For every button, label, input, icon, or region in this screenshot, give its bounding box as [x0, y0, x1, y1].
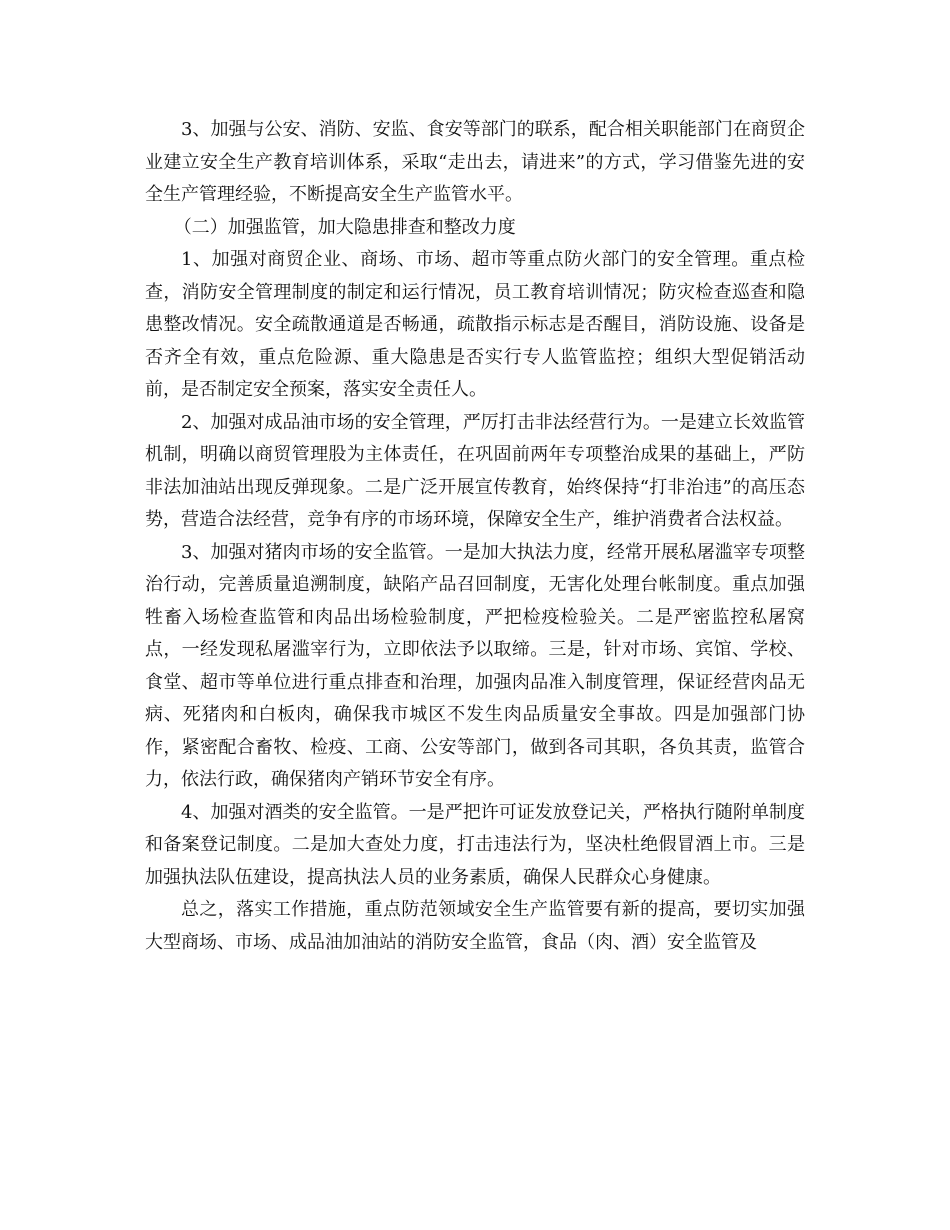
paragraph-cooperation: 3、加强与公安、消防、安监、食安等部门的联系，配合相关职能部门在商贸企业建立安全生产教育培训体系，采取“走出去，请进来”的方式，学习借鉴先进的安全生产管理经验，不断提高安全生产监管水平。	[145, 119, 805, 205]
paragraph-oil-market: 2、加强对成品油市场的安全管理，严厉打击非法经营行为。一是建立长效监管机制，明确以商贸管理股为主体责任，在巩固前两年专项整治成果的基础上，严防非法加油站出现反弹现象。二是广泛开展宣传教育，始终保持“打非治违”的高压态势，营造合法经营，竞争有序的市场环境，保障安全生产，维护消费者合法权益。	[145, 411, 805, 530]
paragraph-fire-safety: 1、加强对商贸企业、商场、市场、超市等重点防火部门的安全管理。重点检查，消防安全管理制度的制定和运行情况，员工教育培训情况；防灾检查巡查和隐患整改情况。安全疏散通道是否畅通，疏散指示标志是否醒目，消防设施、设备是否齐全有效，重点危险源、重大隐患是否实行专人监管监控；组织大型促销活动前，是否制定安全预案，落实安全责任人。	[145, 249, 805, 400]
paragraph-pork-market: 3、加强对猪肉市场的安全监管。一是加大执法力度，经常开展私屠滥宰专项整治行动，完善质量追溯制度，缺陷产品召回制度，无害化处理台帐制度。重点加强牲畜入场检查监管和肉品出场检验制度，严把检疫检验关。二是严密监控私屠窝点，一经发现私屠滥宰行为，立即依法予以取缔。三是，针对市场、宾馆、学校、食堂、超市等单位进行重点排查和治理，加强肉品准入制度管理，保证经营肉品无病、死猪肉和白板肉，确保我市城区不发生肉品质量安全事故。四是加强部门协作，紧密配合畜牧、检疫、工商、公安等部门，做到各司其职，各负其责，监管合力，依法行政，确保猪肉产销环节安全有序。	[145, 541, 805, 790]
document-body	[145, 114, 805, 959]
section-heading-supervision: （二）加强监管，加大隐患排查和整改力度	[173, 216, 516, 238]
paragraph-alcohol: 4、加强对酒类的安全监管。一是严把许可证发放登记关，严格执行随附单制度和备案登记制度。二是加大查处力度，打击违法行为，坚决杜绝假冒酒上市。三是加强执法队伍建设，提高执法人员的业务素质，确保人民群众心身健康。	[145, 801, 805, 888]
paragraph-summary: 总之，落实工作措施，重点防范领域安全生产监管要有新的提高，要切实加强大型商场、市场、成品油加油站的消防安全监管，食品（肉、酒）安全监管及	[145, 899, 805, 953]
